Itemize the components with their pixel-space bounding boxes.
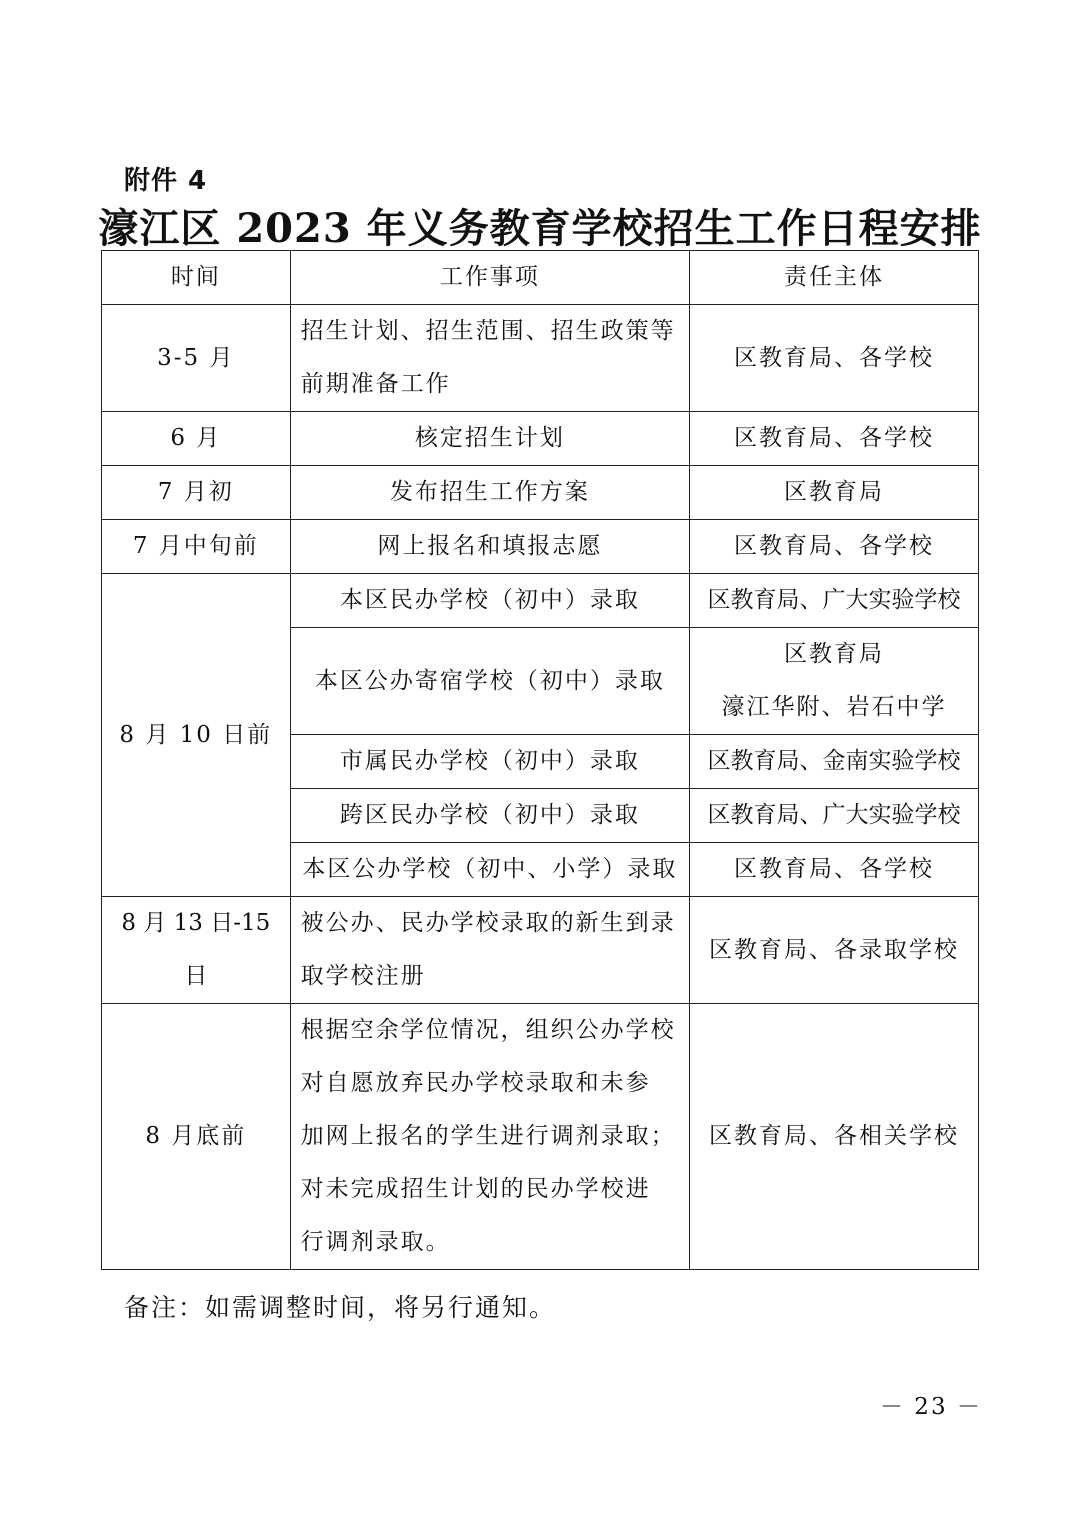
page-title: 濠江区 2023 年义务教育学校招生工作日程安排: [98, 205, 982, 252]
time-cell: 3-5 月: [102, 305, 291, 412]
table-row: [102, 466, 979, 520]
owner-cell: 区教育局、各录取学校: [690, 897, 979, 1004]
time-cell: 8 月底前: [102, 1004, 291, 1270]
owner-cell: 区教育局: [690, 466, 979, 520]
time-cell: 7 月中旬前: [102, 520, 291, 574]
table-header-row: [102, 251, 979, 305]
owner-cell: 区教育局、广大实验学校: [690, 574, 979, 628]
table-row: [102, 897, 979, 1004]
header-task: 工作事项: [290, 251, 689, 305]
task-line: 被公办、民办学校录取的新生到录: [300, 910, 676, 936]
header-time: 时间: [102, 251, 291, 305]
table-row: [102, 574, 979, 628]
time-cell: 7 月初: [102, 466, 291, 520]
table-row: [102, 1004, 979, 1270]
task-cell: 本区公办学校（初中、小学）录取: [290, 843, 689, 897]
table-row: [102, 520, 979, 574]
attachment-label: 附件 4: [124, 166, 208, 196]
owner-cell: [690, 628, 979, 735]
task-cell: 本区公办寄宿学校（初中）录取: [290, 628, 689, 735]
task-cell: 发布招生工作方案: [290, 466, 689, 520]
task-cell: 跨区民办学校（初中）录取: [290, 789, 689, 843]
task-line: 对自愿放弃民办学校录取和未参: [300, 1070, 651, 1096]
table-row: [102, 305, 979, 412]
task-line: 加网上报名的学生进行调剂录取；: [300, 1123, 676, 1149]
owner-line: 濠江华附、岩石中学: [721, 694, 947, 720]
owner-cell: 区教育局、各学校: [690, 412, 979, 466]
task-line: 行调剂录取。: [300, 1229, 451, 1255]
header-owner: 责任主体: [690, 251, 979, 305]
task-line: 招生计划、招生范围、招生政策等: [300, 318, 676, 344]
task-line: 对未完成招生计划的民办学校进: [300, 1176, 651, 1202]
task-line: 前期准备工作: [300, 371, 451, 397]
schedule-table: [101, 250, 979, 1270]
footnote: 备注：如需调整时间，将另行通知。: [124, 1293, 557, 1322]
page-number: － 23 －: [880, 1394, 982, 1420]
time-cell: 8 月 13 日-15 日: [102, 897, 291, 1004]
owner-cell: 区教育局、各相关学校: [690, 1004, 979, 1270]
task-cell: 市属民办学校（初中）录取: [290, 735, 689, 789]
task-cell: 网上报名和填报志愿: [290, 520, 689, 574]
task-line: 取学校注册: [300, 963, 426, 989]
task-cell: 核定招生计划: [290, 412, 689, 466]
owner-cell: 区教育局、金南实验学校: [690, 735, 979, 789]
owner-line: 区教育局: [784, 641, 884, 667]
time-cell: 6 月: [102, 412, 291, 466]
task-cell: [290, 305, 689, 412]
owner-cell: 区教育局、各学校: [690, 843, 979, 897]
task-cell: [290, 897, 689, 1004]
owner-cell: 区教育局、各学校: [690, 520, 979, 574]
time-cell: 8 月 10 日前: [102, 574, 291, 897]
owner-cell: 区教育局、各学校: [690, 305, 979, 412]
owner-cell: 区教育局、广大实验学校: [690, 789, 979, 843]
table-row: [102, 412, 979, 466]
task-cell: 本区民办学校（初中）录取: [290, 574, 689, 628]
task-cell: [290, 1004, 689, 1270]
task-line: 根据空余学位情况，组织公办学校: [300, 1017, 676, 1043]
